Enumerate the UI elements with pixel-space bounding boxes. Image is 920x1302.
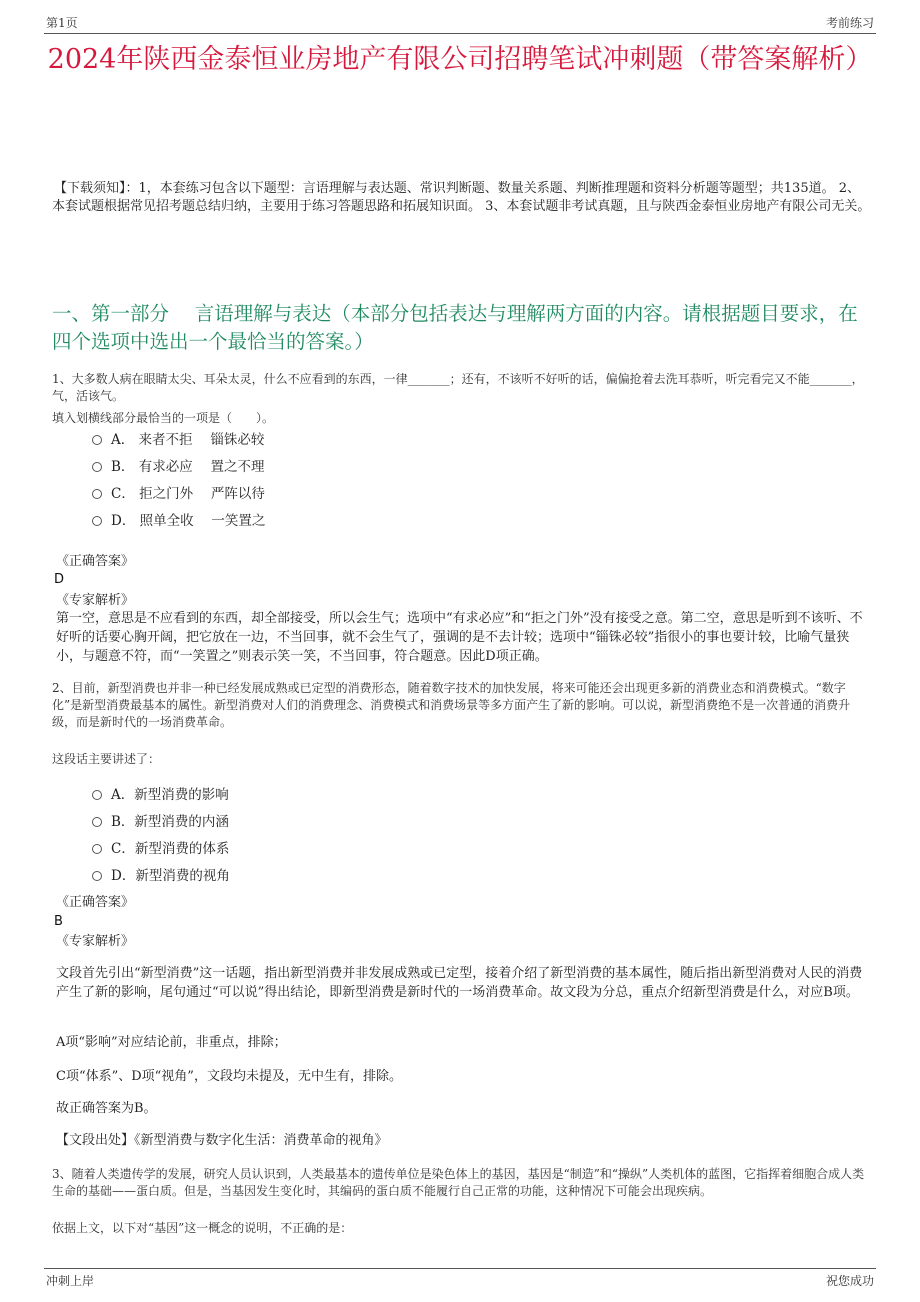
footer-right: 祝您成功 — [825, 1274, 874, 1288]
q3-prompt: 依据上文，以下对“基因”这一概念的说明，不正确的是： — [52, 1221, 353, 1235]
option-label: D．新型消费的视角 — [111, 868, 230, 884]
radio-icon[interactable] — [92, 790, 102, 800]
q1-option-c[interactable] — [92, 485, 265, 503]
q3-stem: 3、随着人类遗传学的发展，研究人员认识到，人类最基本的遗传单位是染色体上的基因，基因是“制造”和“操纵”人类机体的蓝图，它指挥着细胞合成人类生命的基础——蛋白质。但是，当基因发生变化时，其编码的蛋白质不能履行自己正常的功能，这种情况下可能会出现疾病。 — [52, 1167, 865, 1198]
option-label: A． 来者不拒 锱铢必较 — [111, 432, 265, 448]
radio-icon[interactable] — [92, 871, 102, 881]
q1-analysis-label: 《专家解析》 — [56, 593, 135, 608]
q1-option-d[interactable] — [92, 512, 265, 530]
q1-option-b[interactable] — [92, 458, 265, 476]
q2-option-a[interactable] — [92, 786, 229, 804]
q2-answer-label: 《正确答案》 — [56, 895, 135, 910]
page-header — [44, 14, 876, 32]
q2-analysis-answer: 故正确答案为B。 — [56, 1101, 157, 1116]
radio-icon[interactable] — [92, 435, 102, 445]
radio-icon[interactable] — [92, 489, 102, 499]
option-label: C．新型消费的体系 — [111, 841, 230, 857]
option-label: B．新型消费的内涵 — [111, 814, 229, 830]
q2-option-d[interactable] — [92, 867, 230, 885]
q1-answer-label: 《正确答案》 — [56, 554, 135, 569]
radio-icon[interactable] — [92, 844, 102, 854]
q2-source: 【文段出处】《新型消费与数字化生活：消费革命的视角》 — [56, 1133, 388, 1148]
option-label: D． 照单全收 一笑置之 — [111, 513, 266, 529]
header-divider — [44, 33, 876, 34]
header-category: 考前练习 — [825, 16, 874, 30]
q1-option-a[interactable] — [92, 431, 264, 449]
q2-analysis-cd: C项“体系”、D项“视角”，文段均未提及，无中生有，排除。 — [56, 1069, 402, 1084]
q2-answer: B — [54, 914, 63, 929]
q2-analysis-a: A项“影响”对应结论前，非重点，排除； — [56, 1035, 287, 1050]
q1-answer: D — [54, 572, 65, 587]
document-title: 2024年陕西金泰恒业房地产有限公司招聘笔试冲刺题（带答案解析） — [47, 44, 873, 75]
q2-option-b[interactable] — [92, 813, 229, 831]
q2-analysis-label: 《专家解析》 — [56, 934, 135, 949]
footer-left: 冲刺上岸 — [46, 1274, 95, 1288]
radio-icon[interactable] — [92, 462, 102, 472]
option-label: B． 有求必应 置之不理 — [111, 459, 265, 475]
page-footer — [44, 1272, 876, 1290]
q2-prompt: 这段话主要讲述了： — [52, 752, 161, 766]
download-notice: 【下载须知】：1，本套练习包含以下题型：言语理解与表达题、常识判断题、数量关系题、判断推理题和资料分析题等题型；共135道。 2、本套试题根据常见招考题总结归纳，主要用于练习答题思路和拓展知识面。 3、本套试题非考试真题，且与陕西金泰恒业房地产有限公司无关。 — [52, 181, 871, 214]
page-number: 第1页 — [46, 16, 78, 30]
radio-icon[interactable] — [92, 516, 102, 526]
q2-analysis-main: 文段首先引出“新型消费”这一话题，指出新型消费并非发展成熟或已定型，接着介绍了新型消费的基本属性，随后指出新型消费对人民的消费产生了新的影响，尾句通过“可以说”得出结论，即新型消费是新时代的一场消费革命。故文段为分总，重点介绍新型消费是什么，对应B项。 — [56, 966, 863, 1000]
radio-icon[interactable] — [92, 817, 102, 827]
q1-prompt: 填入划横线部分最恰当的一项是（ ）。 — [52, 411, 275, 425]
q2-option-c[interactable] — [92, 840, 229, 858]
option-label: C． 拒之门外 严阵以待 — [111, 486, 265, 502]
section-heading: 一、第一部分 言语理解与表达（本部分包括表达与理解两方面的内容。请根据题目要求，在四个选项中选出一个最恰当的答案。） — [52, 302, 858, 353]
option-label: A．新型消费的影响 — [111, 787, 229, 803]
q1-stem: 1、大多数人病在眼睛太尖、耳朵太灵，什么不应看到的东西，一律_______；还有，不该听不好听的话，偏偏抢着去洗耳恭听，听完看完又不能_______，气，活该气。 — [52, 372, 864, 403]
q1-analysis: 第一空，意思是不应看到的东西，却全部接受，所以会生气；选项中“有求必应”和“拒之门外”没有接受之意。第二空，意思是听到不该听、不好听的话要心胸开阔，把它放在一边，不当回事，就不会生气了，强调的是不去计较；选项中“锱铢必较”指很小的事也要计较，比喻气量狭小，与题意不符，而“一笑置之”则表示笑一笑，不当回事，符合题意。因此D项正确。 — [56, 611, 863, 664]
footer-divider — [44, 1268, 876, 1269]
q2-stem: 2、目前，新型消费也并非一种已经发展成熟或已定型的消费形态，随着数字技术的加快发展，将来可能还会出现更多新的消费业态和消费模式。“数字化”是新型消费最基本的属性。新型消费对人们的消费理念、消费模式和消费场景等多方面产生了新的影响。可以说，新型消费绝不是一次普通的消费升级，而是新时代的一场消费革命。 — [52, 681, 851, 729]
